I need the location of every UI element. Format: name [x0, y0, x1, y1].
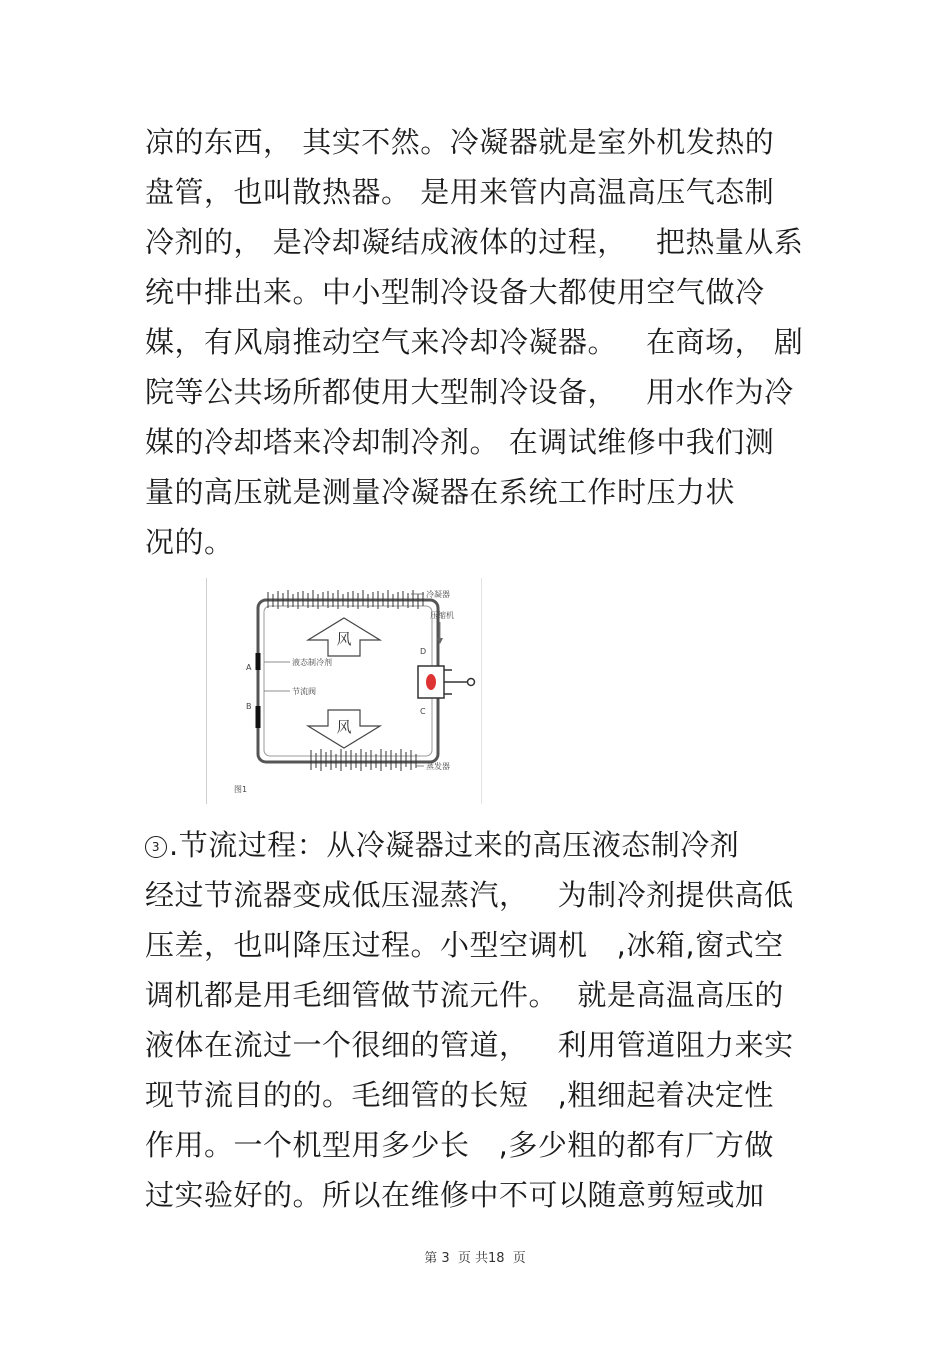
text-line: 院等公共场所都使用大型制冷设备， 用水作为冷 [145, 375, 794, 409]
page-footer: 第 3 页 共18 页 [424, 1251, 526, 1266]
evaporator-label: 蒸发器 [426, 762, 450, 771]
text-line: 凉的东西， 其实不然。冷凝器就是室外机发热的 [145, 125, 775, 159]
section-number-badge: 3 [145, 836, 167, 858]
figure-caption: 图1 [234, 785, 248, 794]
point-d-label: D [420, 647, 427, 656]
text-line: 经过节流器变成低压湿蒸汽， 为制冷剂提供高低 [145, 878, 794, 912]
compressor-core [426, 674, 436, 690]
text-line: 况的。 [145, 525, 234, 559]
text-line: 液体在流过一个很细的管道， 利用管道阻力来实 [145, 1028, 794, 1062]
text-line: 作用。一个机型用多少长 ,多少粗的都有厂方做 [145, 1128, 774, 1162]
cycle-diagram [206, 578, 482, 804]
point-c-label: C [420, 707, 426, 716]
text-line: 量的高压就是测量冷凝器在系统工作时压力状 [145, 475, 736, 509]
point-a-label: A [246, 663, 252, 672]
point-b-label: B [246, 702, 252, 711]
text-line: .节流过程：从冷凝器过来的高压液态制冷剂 [169, 828, 740, 862]
compressor-label: 压缩机 [430, 611, 454, 620]
text-line: 统中排出来。中小型制冷设备大都使用空气做冷 [145, 275, 765, 309]
text-line: 媒，有风扇推动空气来冷却冷凝器。 在商场， 剧 [145, 325, 804, 359]
text-line: 现节流目的的。毛细管的长短 ,粗细起着决定性 [145, 1078, 774, 1112]
text-line: 过实验好的。所以在维修中不可以随意剪短或加 [145, 1178, 765, 1212]
compressor-pulley [468, 679, 475, 686]
wind-label-bottom: 风 [336, 718, 352, 736]
condenser-label: 冷凝器 [426, 590, 450, 599]
section-heading-line [145, 828, 739, 862]
wind-label-top: 风 [336, 630, 352, 648]
refrigeration-cycle-figure [206, 578, 482, 804]
throttle-valve-label: 节流阀 [292, 687, 316, 696]
evaporator-fins [311, 749, 416, 771]
text-line: 媒的冷却塔来冷却制冷剂。 在调试维修中我们测 [145, 425, 775, 459]
text-line: 冷剂的， 是冷却凝结成液体的过程， 把热量从系 [145, 225, 804, 259]
liquid-refrigerant-label: 液态制冷剂 [292, 658, 332, 667]
text-line: 盘管，也叫散热器。 是用来管内高温高压气态制 [145, 175, 775, 209]
text-line: 压差，也叫降压过程。小型空调机 ,冰箱,窗式空 [145, 928, 784, 962]
text-line: 调机都是用毛细管做节流元件。 就是高温高压的 [145, 978, 784, 1012]
